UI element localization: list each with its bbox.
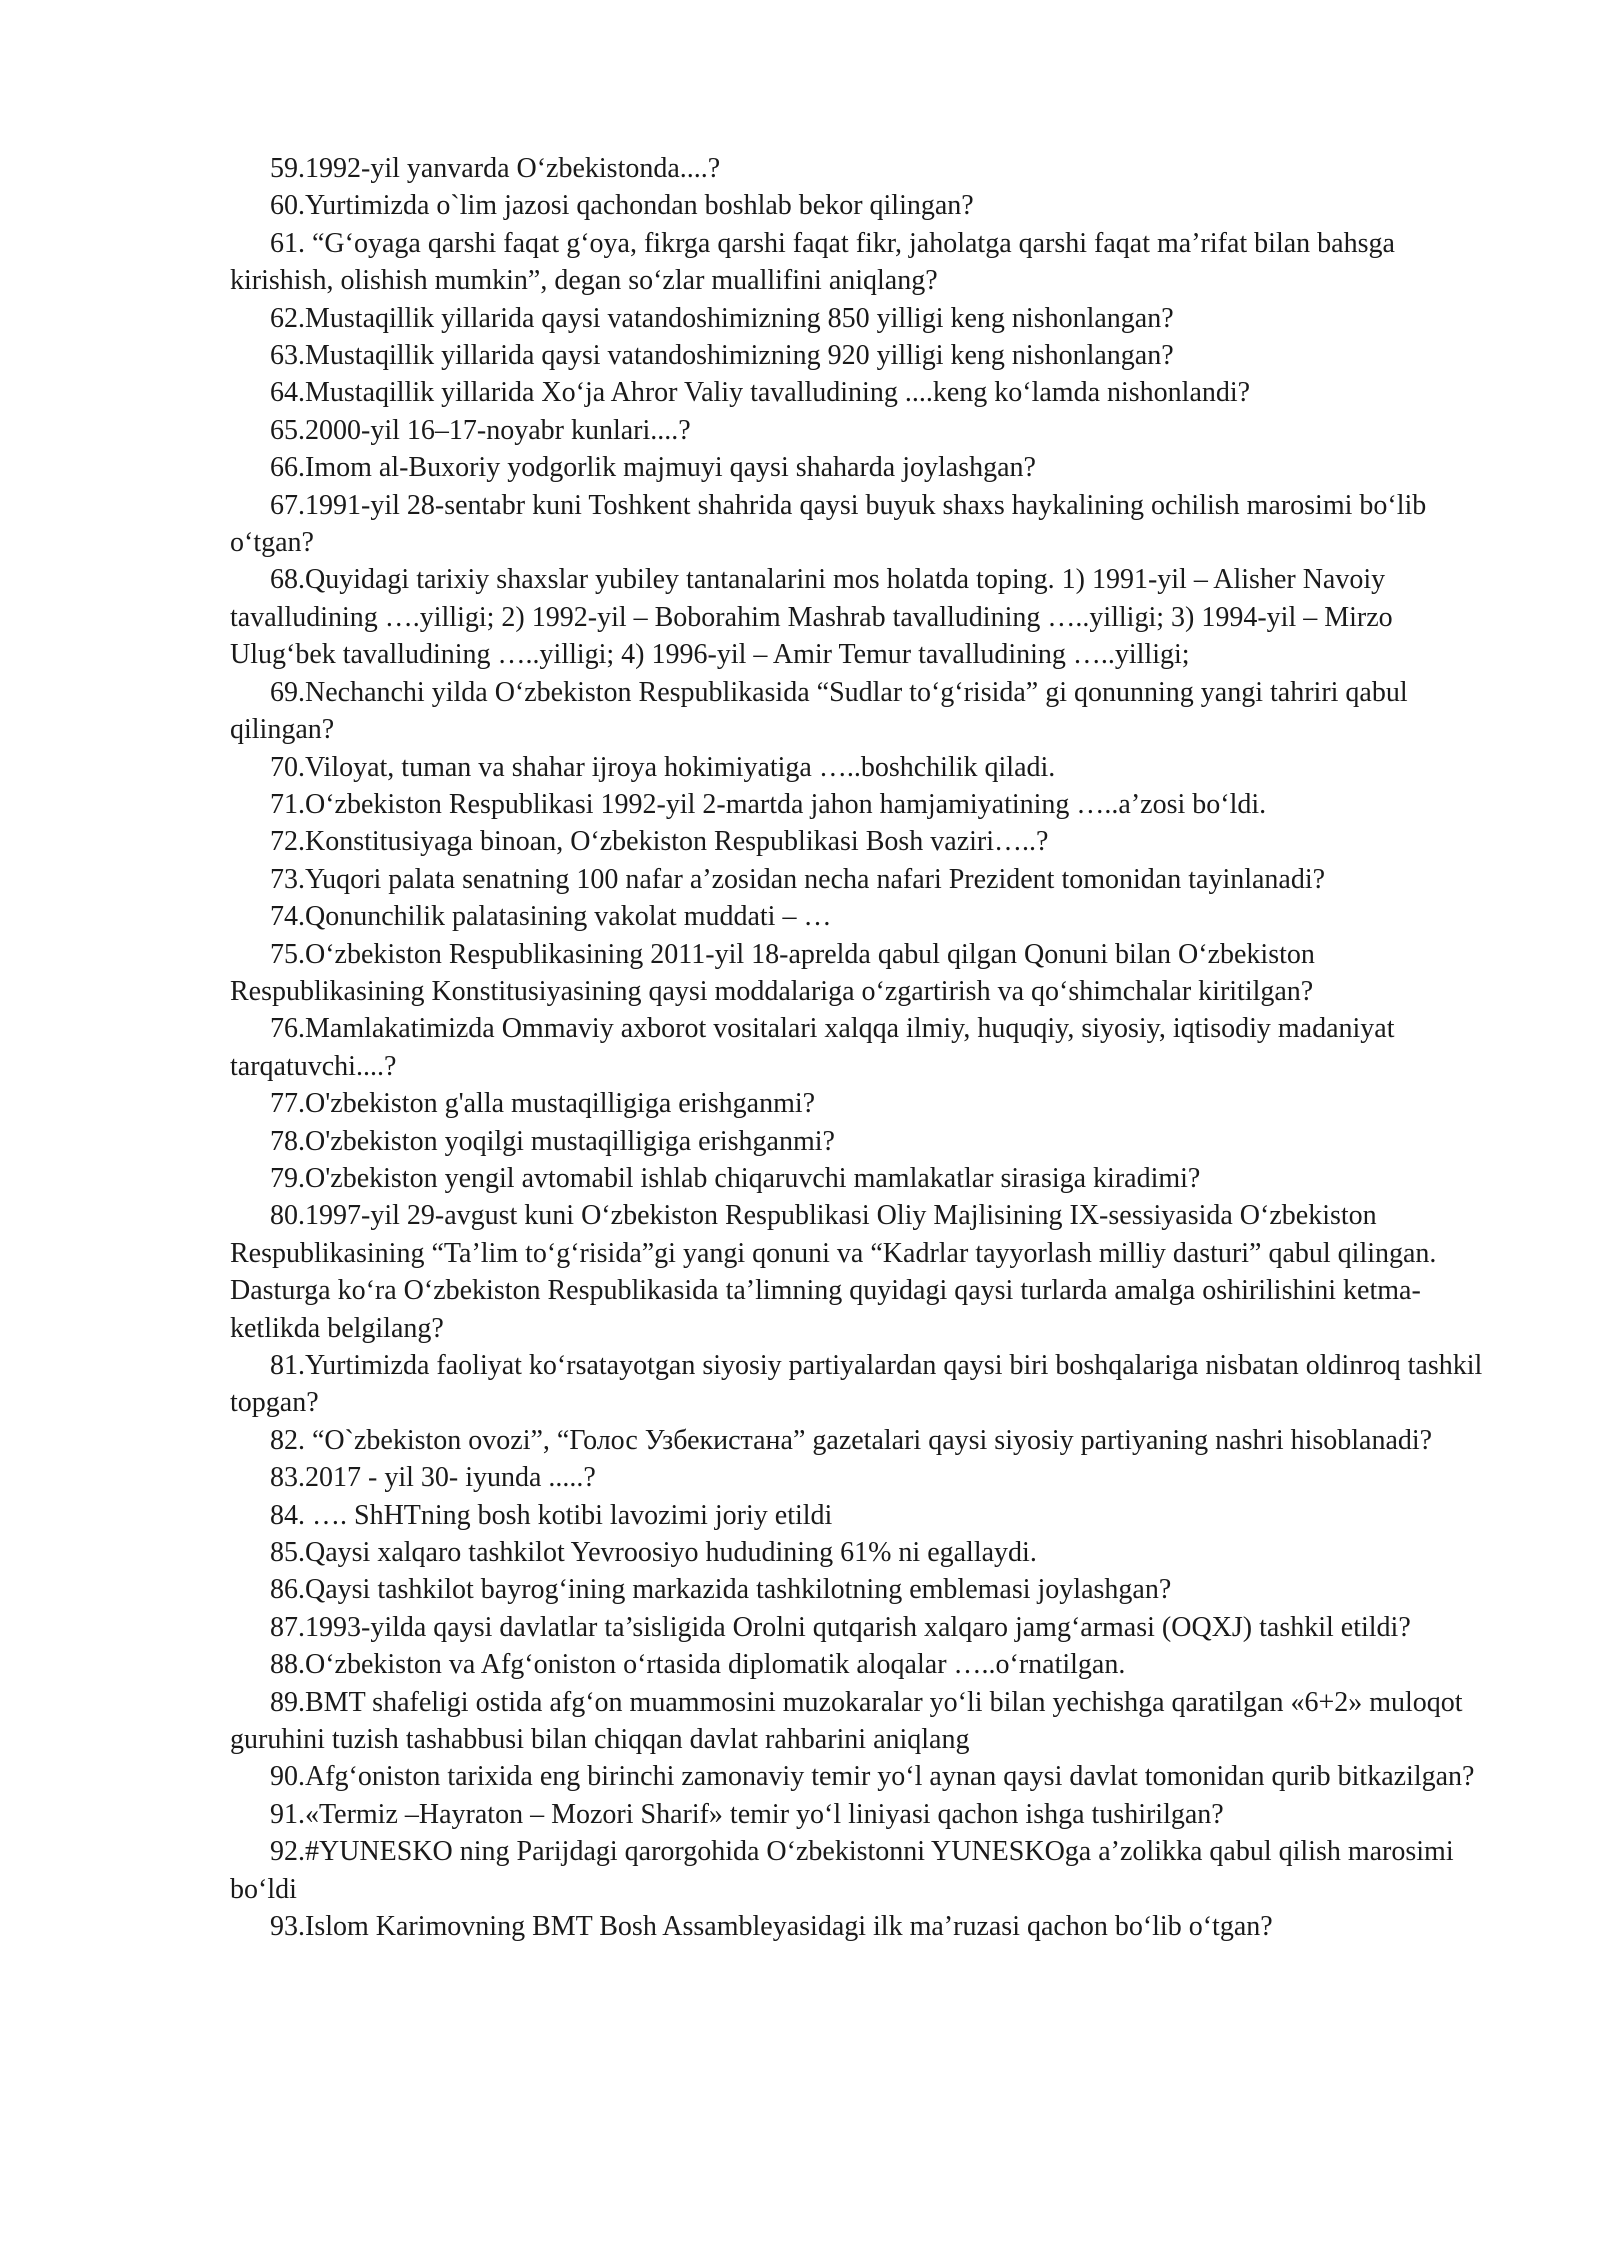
question-76: 76.Mamlakatimizda Ommaviy axborot vositalari xalqqa ilmiy, huquqiy, siyosiy, iqtisodiy madaniyat tarqatuvchi....? — [230, 1013, 1395, 1082]
question-68: 68.Quyidagi tarixiy shaxslar yubiley tantanalarini mos holatda toping. 1) 1991-yil – Alisher Navoiy tavalludining ….yilligi; 2) 1992-yil – Boborahim Mashrab tavalludining …..yilligi; 3) 1994-yil – Mirzo Ulug‘bek tavalludining …..yilligi; 4) 1996-yil – Amir Temur tavalludining …..yilligi; — [230, 564, 1393, 671]
question-75: 75.O‘zbekiston Respublikasining 2011-yil 18-aprelda qabul qilgan Qonuni bilan O‘zbekiston Respublikasining Konstitusiyasining qaysi moddalariga o‘zgartirish va qo‘shimchalar kiritilgan? — [230, 938, 1315, 1007]
question-list — [230, 150, 1500, 1946]
question-59: 59.1992-yil yanvarda O‘zbekistonda....? — [270, 153, 721, 184]
question-66: 66.Imom al-Buxoriy yodgorlik majmuyi qaysi shaharda joylashgan? — [270, 452, 1036, 484]
question-78: 78.O'zbekiston yoqilgi mustaqilligiga erishganmi? — [270, 1125, 835, 1157]
question-93: 93.Islom Karimovning BMT Bosh Assambleyasidagi ilk ma’ruzasi qachon bo‘lib o‘tgan? — [270, 1911, 1273, 1943]
question-70: 70.Viloyat, tuman va shahar ijroya hokimiyatiga …..boshchilik qiladi. — [270, 751, 1056, 783]
question-73: 73.Yuqori palata senatning 100 nafar a’zosidan necha nafari Prezident tomonidan tayinlanadi? — [270, 863, 1326, 895]
question-64: 64.Mustaqillik yillarida Xo‘ja Ahror Valiy tavalludining ....keng ko‘lamda nishonlandi? — [270, 377, 1251, 409]
question-60: 60.Yurtimizda o`lim jazosi qachondan boshlab bekor qilingan? — [270, 190, 974, 222]
question-69: 69.Nechanchi yilda O‘zbekiston Respublikasida “Sudlar to‘g‘risida” gi qonunning yangi tahriri qabul qilingan? — [230, 676, 1408, 746]
question-65: 65.2000-yil 16–17-noyabr kunlari....? — [270, 414, 691, 446]
question-67: 67.1991-yil 28-sentabr kuni Toshkent shahrida qaysi buyuk shaxs haykalining ochilish marosimi bo‘lib o‘tgan? — [230, 489, 1427, 559]
question-72: 72.Konstitusiyaga binoan, O‘zbekiston Respublikasi Bosh vaziri…..? — [270, 826, 1049, 858]
question-80: 80.1997-yil 29-avgust kuni O‘zbekiston Respublikasi Oliy Majlisining IX-sessiyasida O‘zbekiston Respublikasining “Ta’lim to‘g‘risida”gi yangi qonuni va “Kadrlar tayyorlash milliy dasturi” qabul qilingan. Dasturga ko‘ra O‘zbekiston Respublikasida ta’limning quyidagi qaysi turlarda amalga oshirilishini ketma-ketlikda belgilang? — [230, 1200, 1437, 1344]
question-90: 90.Afg‘oniston tarixida eng birinchi zamonaviy temir yo‘l aynan qaysi davlat tomonidan qurib bitkazilgan? — [270, 1761, 1475, 1793]
question-62: 62.Mustaqillik yillarida qaysi vatandoshimizning 850 yilligi keng nishonlangan? — [270, 302, 1174, 334]
question-82: 82. “O`zbekiston ovozi”, “Голос Узбекистана” gazetalari qaysi siyosiy partiyaning nashri hisoblanadi? — [270, 1424, 1433, 1456]
question-87: 87.1993-yilda qaysi davlatlar ta’sisligida Orolni qutqarish xalqaro jamg‘armasi (OQXJ) tashkil etildi? — [270, 1611, 1411, 1643]
question-91: 91.«Termiz –Hayraton – Mozori Sharif» temir yo‘l liniyasi qachon ishga tushirilgan? — [270, 1798, 1224, 1830]
question-81: 81.Yurtimizda faoliyat ko‘rsatayotgan siyosiy partiyalardan qaysi biri boshqalariga nisbatan oldinroq tashkil topgan? — [230, 1350, 1483, 1419]
question-84: 84. …. ShHTning bosh kotibi lavozimi joriy etildi — [270, 1499, 833, 1531]
question-61: 61. “G‘oyaga qarshi faqat g‘oya, fikrga qarshi faqat fikr, jaholatga qarshi faqat ma’rifat bilan bahsga kirishish, olishish mumkin”, degan so‘zlar muallifini aniqlang? — [230, 227, 1395, 297]
question-89: 89.BMT shafeligi ostida afg‘on muammosini muzokaralar yo‘li bilan yechishga qaratilgan «6+2» muloqot guruhini tuzish tashabbusi bilan chiqqan davlat rahbarini aniqlang — [230, 1686, 1463, 1756]
question-88: 88.O‘zbekiston va Afg‘oniston o‘rtasida diplomatik aloqalar …..o‘rnatilgan. — [270, 1649, 1126, 1681]
question-86: 86.Qaysi tashkilot bayrog‘ining markazida tashkilotning emblemasi joylashgan? — [270, 1574, 1172, 1606]
question-83: 83.2017 - yil 30- iyunda .....? — [270, 1462, 596, 1494]
question-63: 63.Mustaqillik yillarida qaysi vatandoshimizning 920 yilligi keng nishonlangan? — [270, 340, 1174, 372]
question-77: 77.O'zbekiston g'alla mustaqilligiga erishganmi? — [270, 1088, 816, 1120]
question-92: 92.#YUNESKO ning Parijdagi qarorgohida O‘zbekistonni YUNESKOga a’zolikka qabul qilish marosimi bo‘ldi — [230, 1836, 1454, 1905]
question-79: 79.O'zbekiston yengil avtomabil ishlab chiqaruvchi mamlakatlar sirasiga kiradimi? — [270, 1162, 1201, 1194]
question-74: 74.Qonunchilik palatasining vakolat muddati – … — [270, 901, 832, 933]
question-71: 71.O‘zbekiston Respublikasi 1992-yil 2-martda jahon hamjamiyatining …..a’zosi bo‘ldi. — [270, 788, 1267, 820]
question-85: 85.Qaysi xalqaro tashkilot Yevroosiyo hududining 61% ni egallaydi. — [270, 1537, 1037, 1569]
